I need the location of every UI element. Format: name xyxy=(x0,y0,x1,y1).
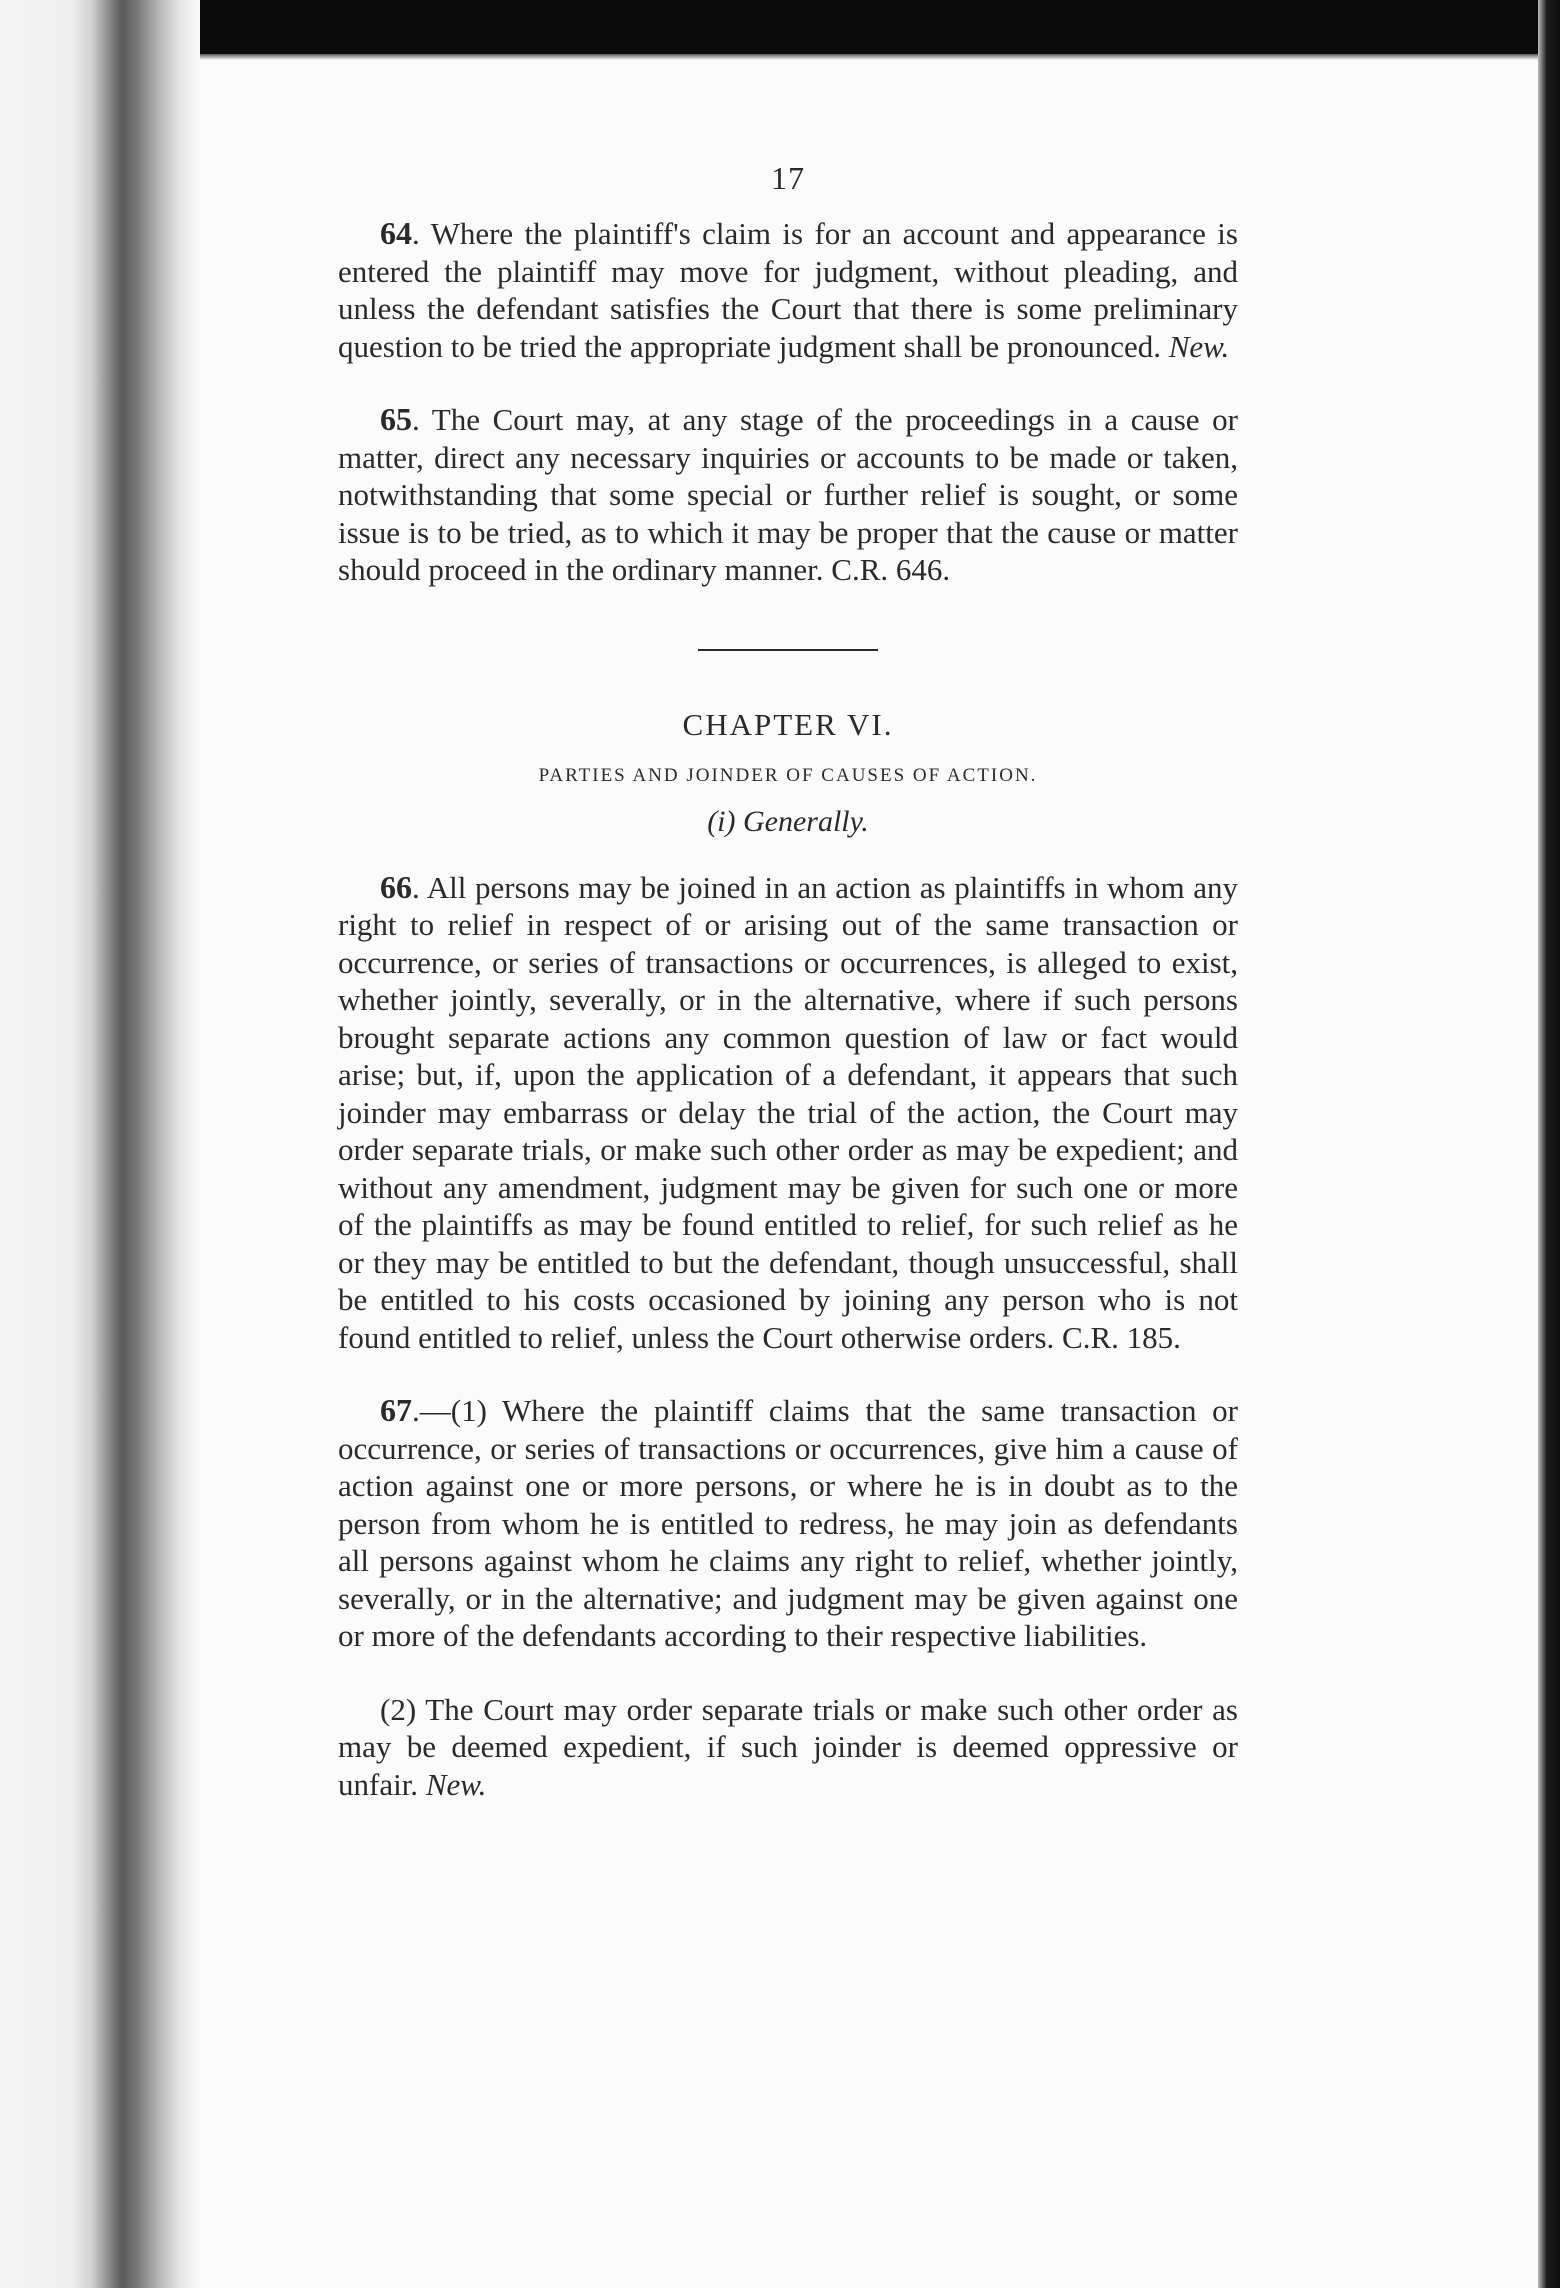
section-number: 64 xyxy=(380,215,412,251)
book-gutter-shadow xyxy=(0,0,200,2288)
scan-right-border xyxy=(1538,0,1560,2288)
section-text: .—(1) Where the plaintiff claims that the same transaction or occurrence, or series of transactions or occurrences, give him a cause of action against one or more persons, or where he is in doubt as to the person from whom he is entitled to redress, he may join as defendants all persons against whom he claims any right to relief, whether jointly, severally, or in the alternative; and judgment may be given against one or more of the defendants according to their respective liabilities. xyxy=(338,1393,1238,1653)
chapter-title: CHAPTER VI. xyxy=(682,706,894,742)
source-note: New. xyxy=(425,1766,487,1802)
section-number: 65 xyxy=(380,401,412,437)
source-note: New. xyxy=(1168,328,1230,364)
section-65 xyxy=(338,401,1238,589)
page-content xyxy=(338,160,1238,1803)
section-number: 67 xyxy=(380,1392,412,1428)
subsection-heading: (i) Generally. xyxy=(707,804,869,838)
section-text: . All persons may be joined in an action as plaintiffs in whom any right to relief in respect of or arising out of the same transaction or occurrence, or series of transactions or occurrences, is alleged to exist, whether jointly, severally, or in the alternative, where if such persons brought separate actions any common question of law or fact would arise; but, if, upon the application of a defendant, it appears that such joinder may embarrass or delay the trial of the action, the Court may order separate trials, or make such other order as may be expedient; and without any amendment, judgment may be given for such one or more of the plaintiffs as may be found entitled to relief, for such relief as he or they may be entitled to but the defendant, though unsuccessful, shall be entitled to his costs occasioned by joining any person who is not found entitled to relief, unless the Court otherwise orders. C.R. 185. xyxy=(338,869,1238,1355)
section-67-2 xyxy=(338,1691,1238,1804)
section-text: (2) The Court may order separate trials or make such other order as may be deemed expedient, if such joinder is deemed oppressive or unfair. xyxy=(338,1691,1238,1802)
section-64 xyxy=(338,215,1238,365)
section-divider xyxy=(698,649,878,651)
section-66 xyxy=(338,869,1238,1357)
section-67 xyxy=(338,1392,1238,1655)
section-text: . The Court may, at any stage of the proceedings in a cause or matter, direct any necessary inquiries or accounts to be made or taken, notwithstanding that some special or further relief is sought, or some issue is to be tried, as to which it may be proper that the cause or matter should proceed in the ordinary manner. C.R. 646. xyxy=(338,402,1238,587)
page-number: 17 xyxy=(771,160,805,196)
chapter-subtitle: PARTIES AND JOINDER OF CAUSES OF ACTION. xyxy=(538,764,1038,786)
section-text: . Where the plaintiff's claim is for an account and appearance is entered the plaintiff may move for judgment, without pleading, and unless the defendant satisfies the Court that there is some preliminary question to be tried the appropriate judgment shall be pronounced. xyxy=(338,216,1238,364)
section-number: 66 xyxy=(380,868,412,905)
scan-top-border xyxy=(0,0,1560,54)
